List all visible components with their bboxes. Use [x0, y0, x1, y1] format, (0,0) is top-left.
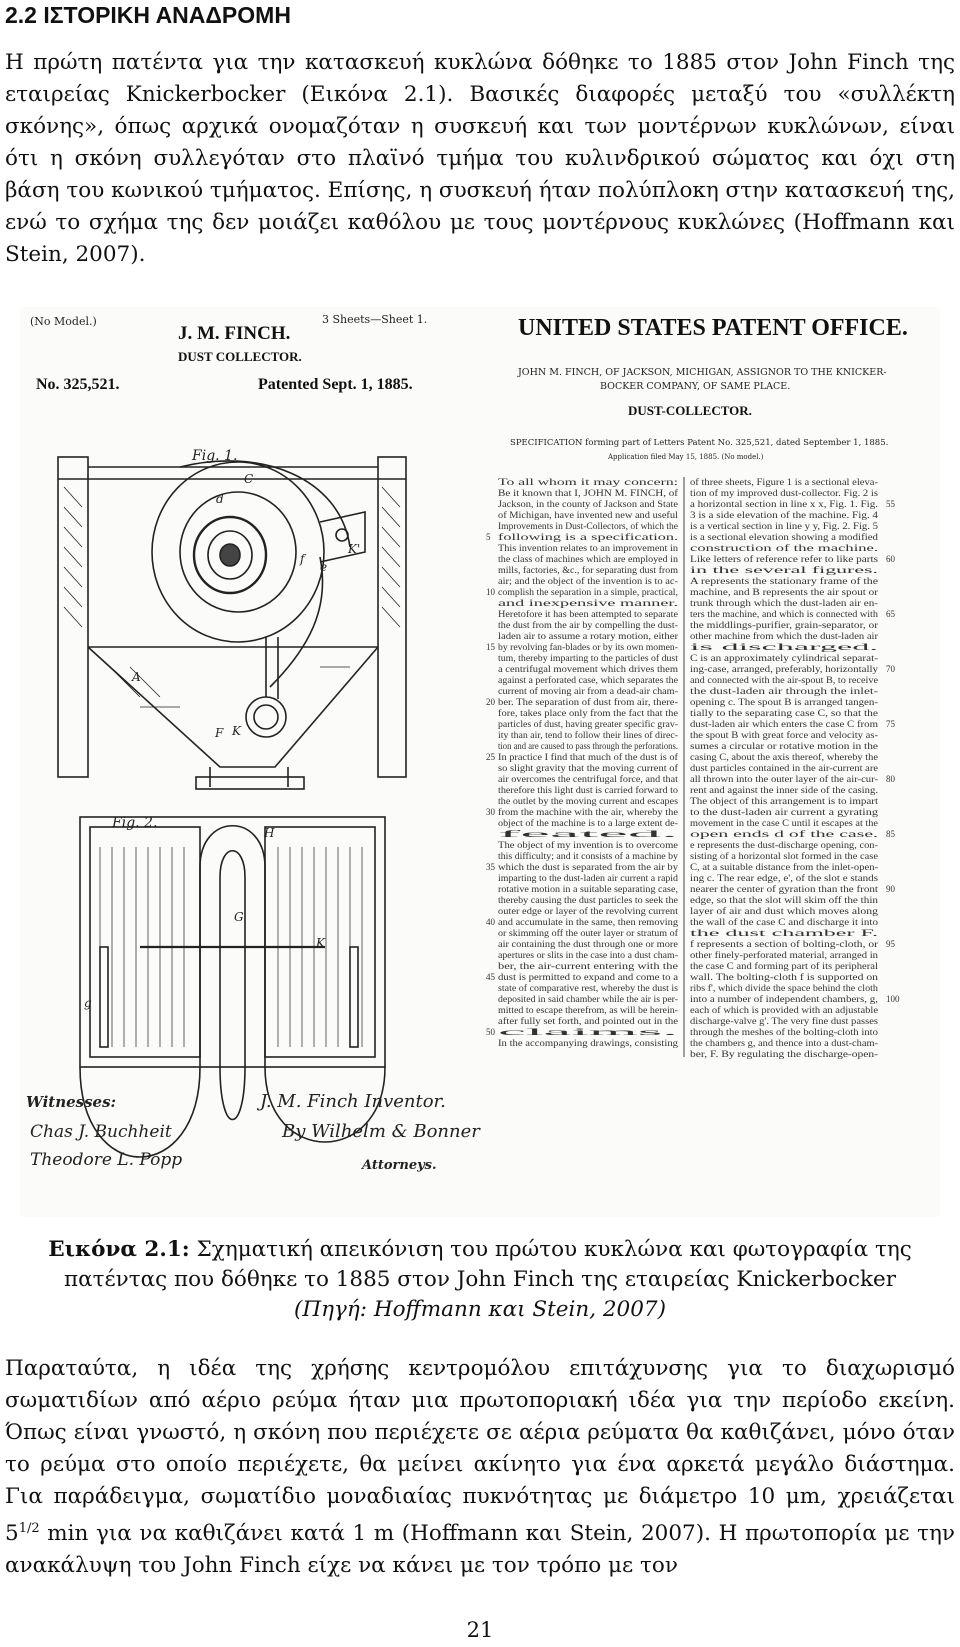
- patent-line-number: 15: [486, 642, 495, 652]
- patent-left-column-line: from the machine with the air, whereby the: [498, 807, 678, 818]
- patent-right-column-line: Like letters of reference refer to like parts: [690, 554, 879, 565]
- patent-sheets: 3 Sheets—Sheet 1.: [322, 313, 428, 326]
- patent-left-column-line: against a perforated case, which separates the: [498, 675, 678, 686]
- patent-left-column-line: claims.: [498, 1027, 678, 1038]
- patent-left-column-line: complish the separation in a simple, practical,: [498, 587, 678, 598]
- patent-assignor-2: BOCKER COMPANY, OF SAME PLACE.: [600, 381, 791, 392]
- fig2-label: Fig. 2.: [112, 815, 158, 831]
- patent-line-number: 60: [886, 554, 895, 564]
- intro-paragraph: Η πρώτη πατέντα για την κατασκευή κυκλώνα δόθηκε το 1885 στον John Finch της εταιρείας Knickerbocker (Εικόνα 2.1). Βασικές διαφορές μεταξύ του «συλλέκτη σκόνης», όπως αρχικά ονομαζόταν η συσκευή και των μοντέρνων κυκλώνων, είναι ότι η σκόνη συλλεγόταν στο πλαϊνό τμήμα του κυλινδρικού σώματος και όχι στη βάση του κωνικού τμήματος. Επίσης, η συσκευή ήταν πολύπλοκη στην κατασκευή της, ενώ το σχήμα της δεν μοιάζει καθόλου με τους μοντέρνους κυκλώνες (Hoffmann και Stein, 2007).: [5, 50, 955, 267]
- patent-line-number: 45: [486, 972, 495, 982]
- patent-right-column-line: ribs f', which divide the space behind the cloth: [690, 983, 879, 994]
- patent-left-column-line: deposited in said chamber while the air is per-: [498, 994, 678, 1005]
- patent-left-column-line: In practice I find that much of the dust is of: [498, 752, 679, 763]
- patent-left-column-line: air containing the dust through one or more: [498, 939, 678, 950]
- patent-left-column-line: Improvements in Dust-Collectors, of which the: [498, 521, 678, 532]
- patent-right-column-line: ing-case, arranged, preferably, horizontally: [690, 664, 879, 675]
- patent-left-column-line: The object of my invention is to overcome: [498, 840, 678, 851]
- patent-line-number: 5: [486, 532, 491, 542]
- patent-left-column-line: mills, factories, &c., for separating dust from: [498, 565, 679, 576]
- patent-right-column-line: the spout B with great force and velocity as-: [690, 730, 878, 741]
- patent-line-number: 75: [886, 719, 895, 729]
- patent-line-number: 35: [486, 862, 495, 872]
- caption-text-2: πατέντας που δόθηκε το 1885 στον John Finch της εταιρείας Knickerbocker: [63, 1267, 897, 1292]
- patent-right-column-line: open ends d of the case.: [690, 829, 878, 840]
- patent-line-number: 70: [886, 664, 895, 674]
- patent-left-column-line: air overcomes the centrifugal force, and that: [498, 774, 679, 785]
- patent-right-column-line: opening c. The spout B is arranged tangen-: [690, 697, 878, 708]
- patent-right-column-line: layer of air and dust which moves along: [690, 906, 879, 917]
- patent-right-column-line: movement in the case C until it escapes at the: [690, 818, 878, 829]
- figure-caption: [0, 1235, 960, 1265]
- patent-left-column-line: which the dust is separated from the air by: [498, 862, 679, 873]
- inventor-signature: J. M. Finch Inventor.: [260, 1091, 446, 1112]
- patent-left-column-line: ber, the air-current entering with the: [498, 961, 678, 972]
- second-paragraph-start: Παραταύτα, η ιδέα της χρήσης κεντρομόλου επιτάχυνσης για το διαχωρισμό σωματιδίων από αέριο ρεύμα ήταν μια πρωτοποριακή ιδέα για την περίοδο εκείνη. Όπως είναι γνωστό, η σκόνη που περιέχετε σε αέρια ρεύματα θα καθιζάνει, μόνο όταν το ρεύμα στο οποίο περιέχετε, θα μείνει ακίνητο για ένα αρκετά μεγάλο διάστημα. Για παράδειγμα, σωματίδιο μοναδιαίας πυκνότητας με διάμετρο 10 μm, χρειάζεται 5: [5, 1356, 955, 1547]
- patent-left-column-line: therefore this light dust is carried forward to: [498, 785, 679, 796]
- patent-spec-line: SPECIFICATION forming part of Letters Patent No. 325,521, dated September 1, 1885.: [510, 438, 889, 448]
- patent-line-number: 10: [486, 587, 495, 597]
- section-heading: 2.2 ΙΣΤΟΡΙΚΗ ΑΝΑΔΡΟΜΗ: [5, 2, 291, 28]
- patent-right-column-line: construction of the machine.: [690, 543, 878, 554]
- patent-right-column-line: tially to the separating case C, so that the: [690, 708, 878, 719]
- svg-text:A: A: [132, 670, 141, 684]
- patent-left-column-line: mitted to escape therefrom, as will be herein-: [498, 1005, 678, 1016]
- patent-right-column-line: f represents a section of bolting-cloth, or: [690, 939, 879, 950]
- patent-drawing: [20, 307, 940, 1217]
- patent-right-column-line: the dust-laden air through the inlet-: [690, 686, 878, 697]
- patent-right-column-line: casing C, about the axis thereof, whereby the: [690, 752, 878, 763]
- patent-line-number: 50: [486, 1027, 495, 1037]
- patent-right-column-line: The object of this arrangement is to impart: [690, 796, 879, 807]
- patent-line-number: 25: [486, 752, 495, 762]
- patent-right-column-line: other finely-perforated material, arranged in: [690, 950, 879, 961]
- patent-right-column-line: sisting of a horizontal slot formed in the case: [690, 851, 878, 862]
- patent-right-column-line: in the several figures.: [690, 565, 878, 576]
- svg-text:d: d: [216, 492, 224, 506]
- patent-line-number: 30: [486, 807, 495, 817]
- patent-line-number: 40: [486, 917, 495, 927]
- patent-left-column-line: thereby causing the dust particles to seek the: [498, 895, 678, 906]
- patent-right-column-line: through the meshes of the bolting-cloth into: [690, 1027, 879, 1038]
- svg-text:K': K': [348, 542, 361, 556]
- patent-right-column-line: into a number of independent chambers, g,: [690, 994, 878, 1005]
- patent-left-column-line: In the accompanying drawings, consisting: [498, 1038, 679, 1049]
- patent-right-column-line: all thrown into the outer layer of the air-cur-: [690, 774, 878, 785]
- patent-left-column-line: air; and the object of the invention is to ac-: [498, 576, 678, 587]
- svg-text:C: C: [244, 472, 254, 486]
- second-paragraph: [5, 1353, 955, 1582]
- svg-text:e: e: [320, 560, 328, 574]
- patent-left-column-line: of Michigan, have invented new and useful: [498, 510, 679, 521]
- caption-text-1: Σχηματική απεικόνιση του πρώτου κυκλώνα και φωτογραφία της: [189, 1237, 912, 1262]
- attorneys-label: Attorneys.: [362, 1158, 437, 1173]
- patent-date: Patented Sept. 1, 1885.: [258, 376, 413, 393]
- patent-right-column-line: tion of my improved dust-collector. Fig. 2 is: [690, 488, 879, 499]
- patent-right-column-line: the chambers g, and thence into a dust-cham-: [690, 1038, 878, 1049]
- patent-left-column-line: laden air to assume a rotary motion, either: [498, 631, 679, 642]
- patent-right-column-line: A represents the stationary frame of the: [690, 576, 878, 587]
- patent-right-column-line: the case C and forming part of its peripheral: [690, 961, 879, 972]
- patent-left-column-line: To all whom it may concern:: [498, 477, 678, 488]
- patent-right-column-line: is a vertical section in line y y, Fig. 2. Fig. 5: [690, 521, 879, 532]
- patent-right-column-line: other machine from which the dust-laden air: [690, 631, 879, 642]
- patent-right-column-line: discharge-valve g'. The very fine dust passes: [690, 1016, 879, 1027]
- patent-right-column-line: to the dust-laden air current a gyrating: [690, 807, 879, 818]
- patent-inventor-name: J. M. FINCH.: [178, 323, 291, 344]
- patent-left-column-line: This invention relates to an improvement in: [498, 543, 679, 554]
- patent-line-number: 55: [886, 499, 895, 509]
- patent-right-column-line: dust particles contained in the air-current are: [690, 763, 878, 774]
- patent-application-line: Application filed May 15, 1885. (No model.): [608, 453, 764, 461]
- patent-left-column-line: and inexpensive manner.: [498, 598, 678, 609]
- svg-text:K: K: [232, 724, 241, 738]
- patent-left-column-line: rotative motion in a suitable separating case,: [498, 884, 678, 895]
- witness-2-signature: Theodore L. Popp: [30, 1150, 183, 1170]
- fig1-label: Fig. 1.: [192, 448, 238, 464]
- patent-left-column-line: following is a specification.: [498, 532, 678, 543]
- patent-line-number: 90: [886, 884, 895, 894]
- patent-right-column-line: nearer the center of gyration than the front: [690, 884, 879, 895]
- svg-text:K: K: [316, 936, 325, 950]
- patent-right-column-line: edge, so that the slot will skim off the thin: [690, 895, 879, 906]
- patent-right-column-line: sumes a circular or rotative motion in the: [690, 741, 878, 752]
- patent-right-column-line: ters the machine, and which is connected with: [690, 609, 879, 620]
- patent-right-column-line: trunk through which the dust-laden air en-: [690, 598, 878, 609]
- patent-left-column-line: feated.: [498, 829, 678, 840]
- second-paragraph-end: min για να καθιζάνει κατά 1 m (Hoffmann και Stein, 2007). Η πρωτοπορία με την ανακάλυψη του John Finch είχε να κάνει με τον τρόπο με τον: [5, 1521, 955, 1579]
- patent-right-column-line: a horizontal section in line x x, Fig. 1. Fig.: [690, 499, 878, 510]
- patent-left-column-line: ber. The separation of dust from air, there-: [498, 697, 678, 708]
- patent-line-number: 65: [886, 609, 895, 619]
- patent-left-column-line: Be it known that I, JOHN M. FINCH, of: [498, 488, 679, 499]
- patent-left-column-line: or skimming off the outer layer or stratum of: [498, 928, 679, 939]
- patent-left-column-line: particles of dust, having greater specific grav-: [498, 719, 678, 730]
- patent-assignor-1: JOHN M. FINCH, OF JACKSON, MICHIGAN, ASSIGNOR TO THE KNICKER-: [518, 367, 887, 378]
- patent-left-column-line: state of comparative rest, whereby the dust is: [498, 983, 679, 994]
- patent-left-column-line: and accumulate in the same, then removing: [498, 917, 679, 928]
- patent-right-column-line: e represents the dust-discharge opening, con-: [690, 840, 878, 851]
- patent-left-column-line: dust is permitted to expand and come to a: [498, 972, 679, 983]
- patent-left-column-line: object of the machine is to a large extent de-: [498, 818, 678, 829]
- caption-source: (Πηγή: Hoffmann και Stein, 2007): [294, 1297, 666, 1322]
- patent-figure: [20, 307, 940, 1217]
- patent-left-column-line: a centrifugal movement which drives them: [498, 664, 679, 675]
- patent-left-column-line: tum, thereby imparting to the particles of dust: [498, 653, 679, 664]
- patent-line-number: 95: [886, 939, 895, 949]
- patent-left-column-line: ity than air, tend to follow their lines of direc-: [498, 730, 678, 741]
- patent-left-column-line: current of moving air from a dead-air cham-: [498, 686, 678, 697]
- patent-number: No. 325,521.: [36, 376, 120, 393]
- patent-right-column-line: of three sheets, Figure 1 is a sectional eleva-: [690, 477, 878, 488]
- patent-left-column-line: by revolving fan-blades or by its own momen-: [498, 642, 678, 653]
- patent-right-column-line: each of which is provided with an adjustable: [690, 1005, 878, 1016]
- patent-right-column-line: C, at a suitable distance from the inlet-open-: [690, 862, 878, 873]
- witnesses-label: Witnesses:: [26, 1093, 117, 1111]
- patent-right-column-line: ing c. The rear edge, e', of the slot e stands: [690, 873, 879, 884]
- patent-right-column-line: the dust chamber F.: [690, 928, 878, 939]
- patent-right-column: [690, 477, 879, 1060]
- patent-line-number: 85: [886, 829, 895, 839]
- svg-text:F: F: [215, 726, 224, 740]
- patent-left-column-line: imparting to the dust-laden air current a rapid: [498, 873, 679, 884]
- patent-right-column-line: the wall of the case C and discharge it into: [690, 917, 879, 928]
- svg-text:H: H: [264, 826, 275, 840]
- patent-left-column-line: this difficulty; and it consists of a machine by: [498, 851, 679, 862]
- patent-left-column-line: apertures or slits in the case into a dust cham-: [498, 950, 678, 961]
- patent-right-column-line: ber, F. By regulating the discharge-open-: [690, 1049, 878, 1060]
- patent-right-column-line: is a sectional elevation showing a modified: [690, 532, 879, 543]
- patent-left-column-line: after fully set forth, and pointed out in the: [498, 1016, 678, 1027]
- attorney-signature: By Wilhelm & Bonner: [282, 1121, 480, 1142]
- patent-right-column-line: dust-laden air which enters the case C from: [690, 719, 879, 730]
- caption-label: Εικόνα 2.1:: [48, 1237, 190, 1262]
- patent-left-column-line: outer edge or layer of the revolving current: [498, 906, 679, 917]
- patent-right-column-line: machine, and B represents the air spout or: [690, 587, 879, 598]
- patent-left-column-line: the class of machines which are employed in: [498, 554, 679, 565]
- patent-right-column-line: 3 is a side elevation of the machine. Fig. 4: [690, 510, 879, 521]
- patent-right-column-line: C is an approximately cylindrical separat-: [690, 653, 878, 664]
- patent-line-number: 100: [886, 994, 900, 1004]
- patent-left-column-line: Jackson, in the county of Jackson and State: [498, 499, 678, 510]
- patent-right-column-line: the middlings-purifier, grain-separator, or: [690, 620, 879, 631]
- patent-left-column-line: the outlet by the moving current and escapes: [498, 796, 679, 807]
- patent-line-number: 20: [486, 697, 495, 707]
- patent-doc-title: DUST-COLLECTOR.: [628, 403, 752, 418]
- patent-office-title: UNITED STATES PATENT OFFICE.: [518, 315, 908, 341]
- fraction-superscript: 1/2: [18, 1521, 40, 1536]
- patent-right-column-line: is discharged.: [690, 642, 878, 653]
- patent-left-column: [498, 477, 679, 1049]
- svg-text:G: G: [234, 910, 244, 924]
- witness-1-signature: Chas J. Buchheit: [30, 1122, 172, 1142]
- patent-right-column-line: wall. The bolting-cloth f is supported on: [690, 972, 879, 983]
- page-number: 21: [466, 1618, 494, 1642]
- patent-right-column-line: and connected with the air-spout B, to receive: [690, 675, 878, 686]
- patent-line-number: 80: [886, 774, 895, 784]
- patent-left-column-line: tion and are caused to pass through the perforations.: [498, 741, 678, 752]
- patent-left-column-line: so slight gravity that the moving current of: [498, 763, 679, 774]
- no-model-text: (No Model.): [30, 315, 97, 328]
- svg-text:f: f: [300, 552, 305, 566]
- patent-device-name: DUST COLLECTOR.: [178, 349, 302, 364]
- patent-left-column-line: Heretofore it has been attempted to separate: [498, 609, 678, 620]
- patent-left-column-line: fore, takes place only from the fact that the: [498, 708, 678, 719]
- patent-right-column-line: rent and against the inner side of the casing.: [690, 785, 878, 796]
- svg-text:g: g: [84, 996, 92, 1010]
- patent-left-column-line: the dust from the air by compelling the dust-: [498, 620, 678, 631]
